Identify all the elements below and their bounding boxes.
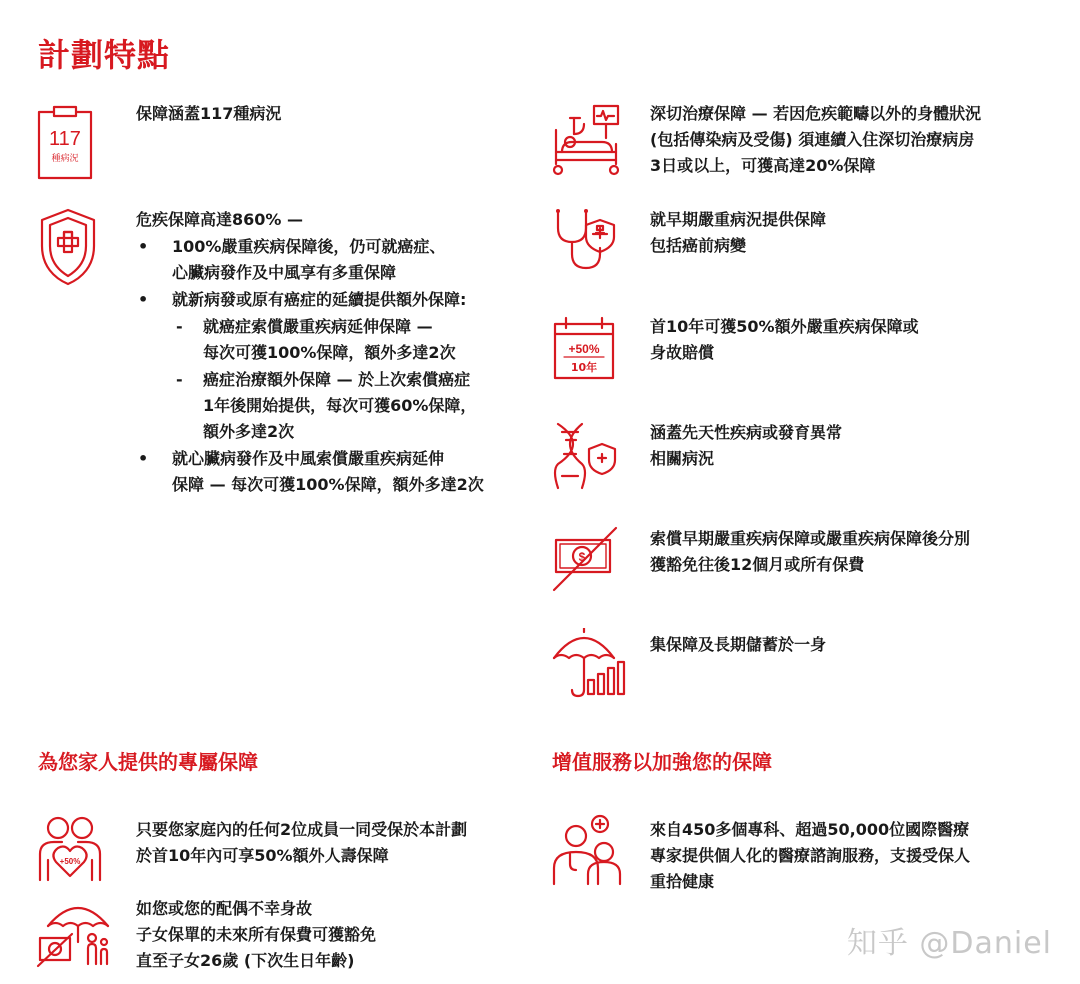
bullet-3-line-2: 保障 — 每次可獲100%保障，額外多達2次 — [172, 475, 484, 494]
waiver-line-1: 索償早期嚴重疾病保障或嚴重疾病保障後分別 — [650, 529, 971, 548]
family-heart-icon — [36, 814, 104, 884]
bullet-dot: • — [138, 449, 149, 468]
dna-shield-icon — [552, 422, 618, 490]
watermark: 知乎 @Daniel — [846, 926, 1052, 961]
family-benefit-2-line-3: 直至子女26歲 (下次生日年齡) — [136, 951, 355, 970]
bullet-3-line-1: 就心臟病發作及中風索償嚴重疾病延伸 — [172, 449, 445, 468]
bullet-2-line-1: 就新病發或原有癌症的延續提供額外保障: — [172, 290, 467, 309]
waiver-line-2: 獲豁免往後12個月或所有保費 — [650, 555, 865, 574]
sub-1-line-1: 就癌症索償嚴重疾病延伸保障 — — [203, 317, 433, 336]
family-benefit-1-line-2: 於首10年內可享50%額外人壽保障 — [136, 846, 389, 865]
value-added-heading: 增值服務以加強您的保障 — [552, 750, 772, 774]
extra-50-line-2: 身故賠償 — [650, 343, 715, 362]
icu-line-1: 深切治療保障 — 若因危疾範疇以外的身體狀況 — [650, 104, 982, 123]
shield-cross-icon — [36, 206, 100, 288]
congenital-line-1: 涵蓋先天性疾病或發育異常 — [650, 423, 843, 442]
calendar-years-label: 10年 — [570, 361, 598, 374]
sub-2-line-3: 額外多達2次 — [203, 422, 295, 441]
family-benefit-2-line-1: 如您或您的配偶不幸身故 — [136, 899, 313, 918]
early-stage-line-1: 就早期嚴重病況提供保障 — [650, 210, 827, 229]
clipboard-caption-label: 種病況 — [51, 154, 79, 164]
icu-line-3: 3日或以上，可獲高達20%保障 — [650, 156, 876, 175]
bullet-1-line-1: 100%嚴重疾病保障後，仍可就癌症、 — [172, 237, 446, 256]
dash-marker: - — [176, 317, 183, 336]
savings-line-1: 集保障及長期儲蓄於一身 — [650, 635, 827, 654]
feature-117-conditions: 保障涵蓋117種病況 — [136, 104, 282, 123]
family-benefit-1-line-1: 只要您家庭內的任何2位成員一同受保於本計劃 — [136, 820, 468, 839]
bullet-dot: • — [138, 290, 149, 309]
congenital-line-2: 相關病況 — [650, 449, 715, 468]
clipboard-number-label: 117 — [49, 128, 81, 150]
svg-text:$: $ — [578, 550, 586, 564]
sub-2-line-1: 癌症治療額外保障 — 於上次索償癌症 — [203, 370, 471, 389]
value-added-line-3: 重拾健康 — [650, 872, 715, 891]
clipboard-117-icon — [36, 104, 96, 182]
icu-line-2: (包括傳染病及受傷) 須連續入住深切治療病房 — [650, 130, 975, 149]
calendar-percent-label: +50% — [568, 342, 600, 356]
heart-percent-label: +50% — [59, 857, 81, 866]
sub-2-line-2: 1年後開始提供，每次可獲60%保障， — [203, 396, 477, 415]
early-stage-line-2: 包括癌前病變 — [650, 236, 747, 255]
dash-marker: - — [176, 370, 183, 389]
doctor-consult-icon — [550, 814, 640, 888]
premium-waiver-icon — [552, 526, 618, 594]
stethoscope-icon — [552, 206, 618, 272]
extra-50-line-1: 首10年可獲50%額外嚴重疾病保障或 — [650, 317, 919, 336]
family-section-heading: 為您家人提供的專屬保障 — [38, 750, 258, 774]
page-title: 計劃特點 — [38, 36, 171, 74]
sub-1-line-2: 每次可獲100%保障，額外多達2次 — [203, 343, 456, 362]
critical-illness-heading: 危疾保障高達860% — — [136, 210, 304, 229]
hospital-bed-icon — [550, 104, 622, 176]
bullet-dot: • — [138, 237, 149, 256]
family-benefit-2-line-2: 子女保單的未來所有保費可獲豁免 — [136, 925, 377, 944]
umbrella-family-icon — [36, 898, 116, 970]
value-added-line-1: 來自450多個專科、超過50,000位國際醫療 — [650, 820, 970, 839]
bullet-1-line-2: 心臟病發作及中風享有多重保障 — [172, 263, 397, 282]
calendar-plus50-icon — [552, 316, 618, 382]
umbrella-savings-icon — [550, 628, 634, 700]
value-added-line-2: 專家提供個人化的醫療諮詢服務，支援受保人 — [650, 846, 971, 865]
